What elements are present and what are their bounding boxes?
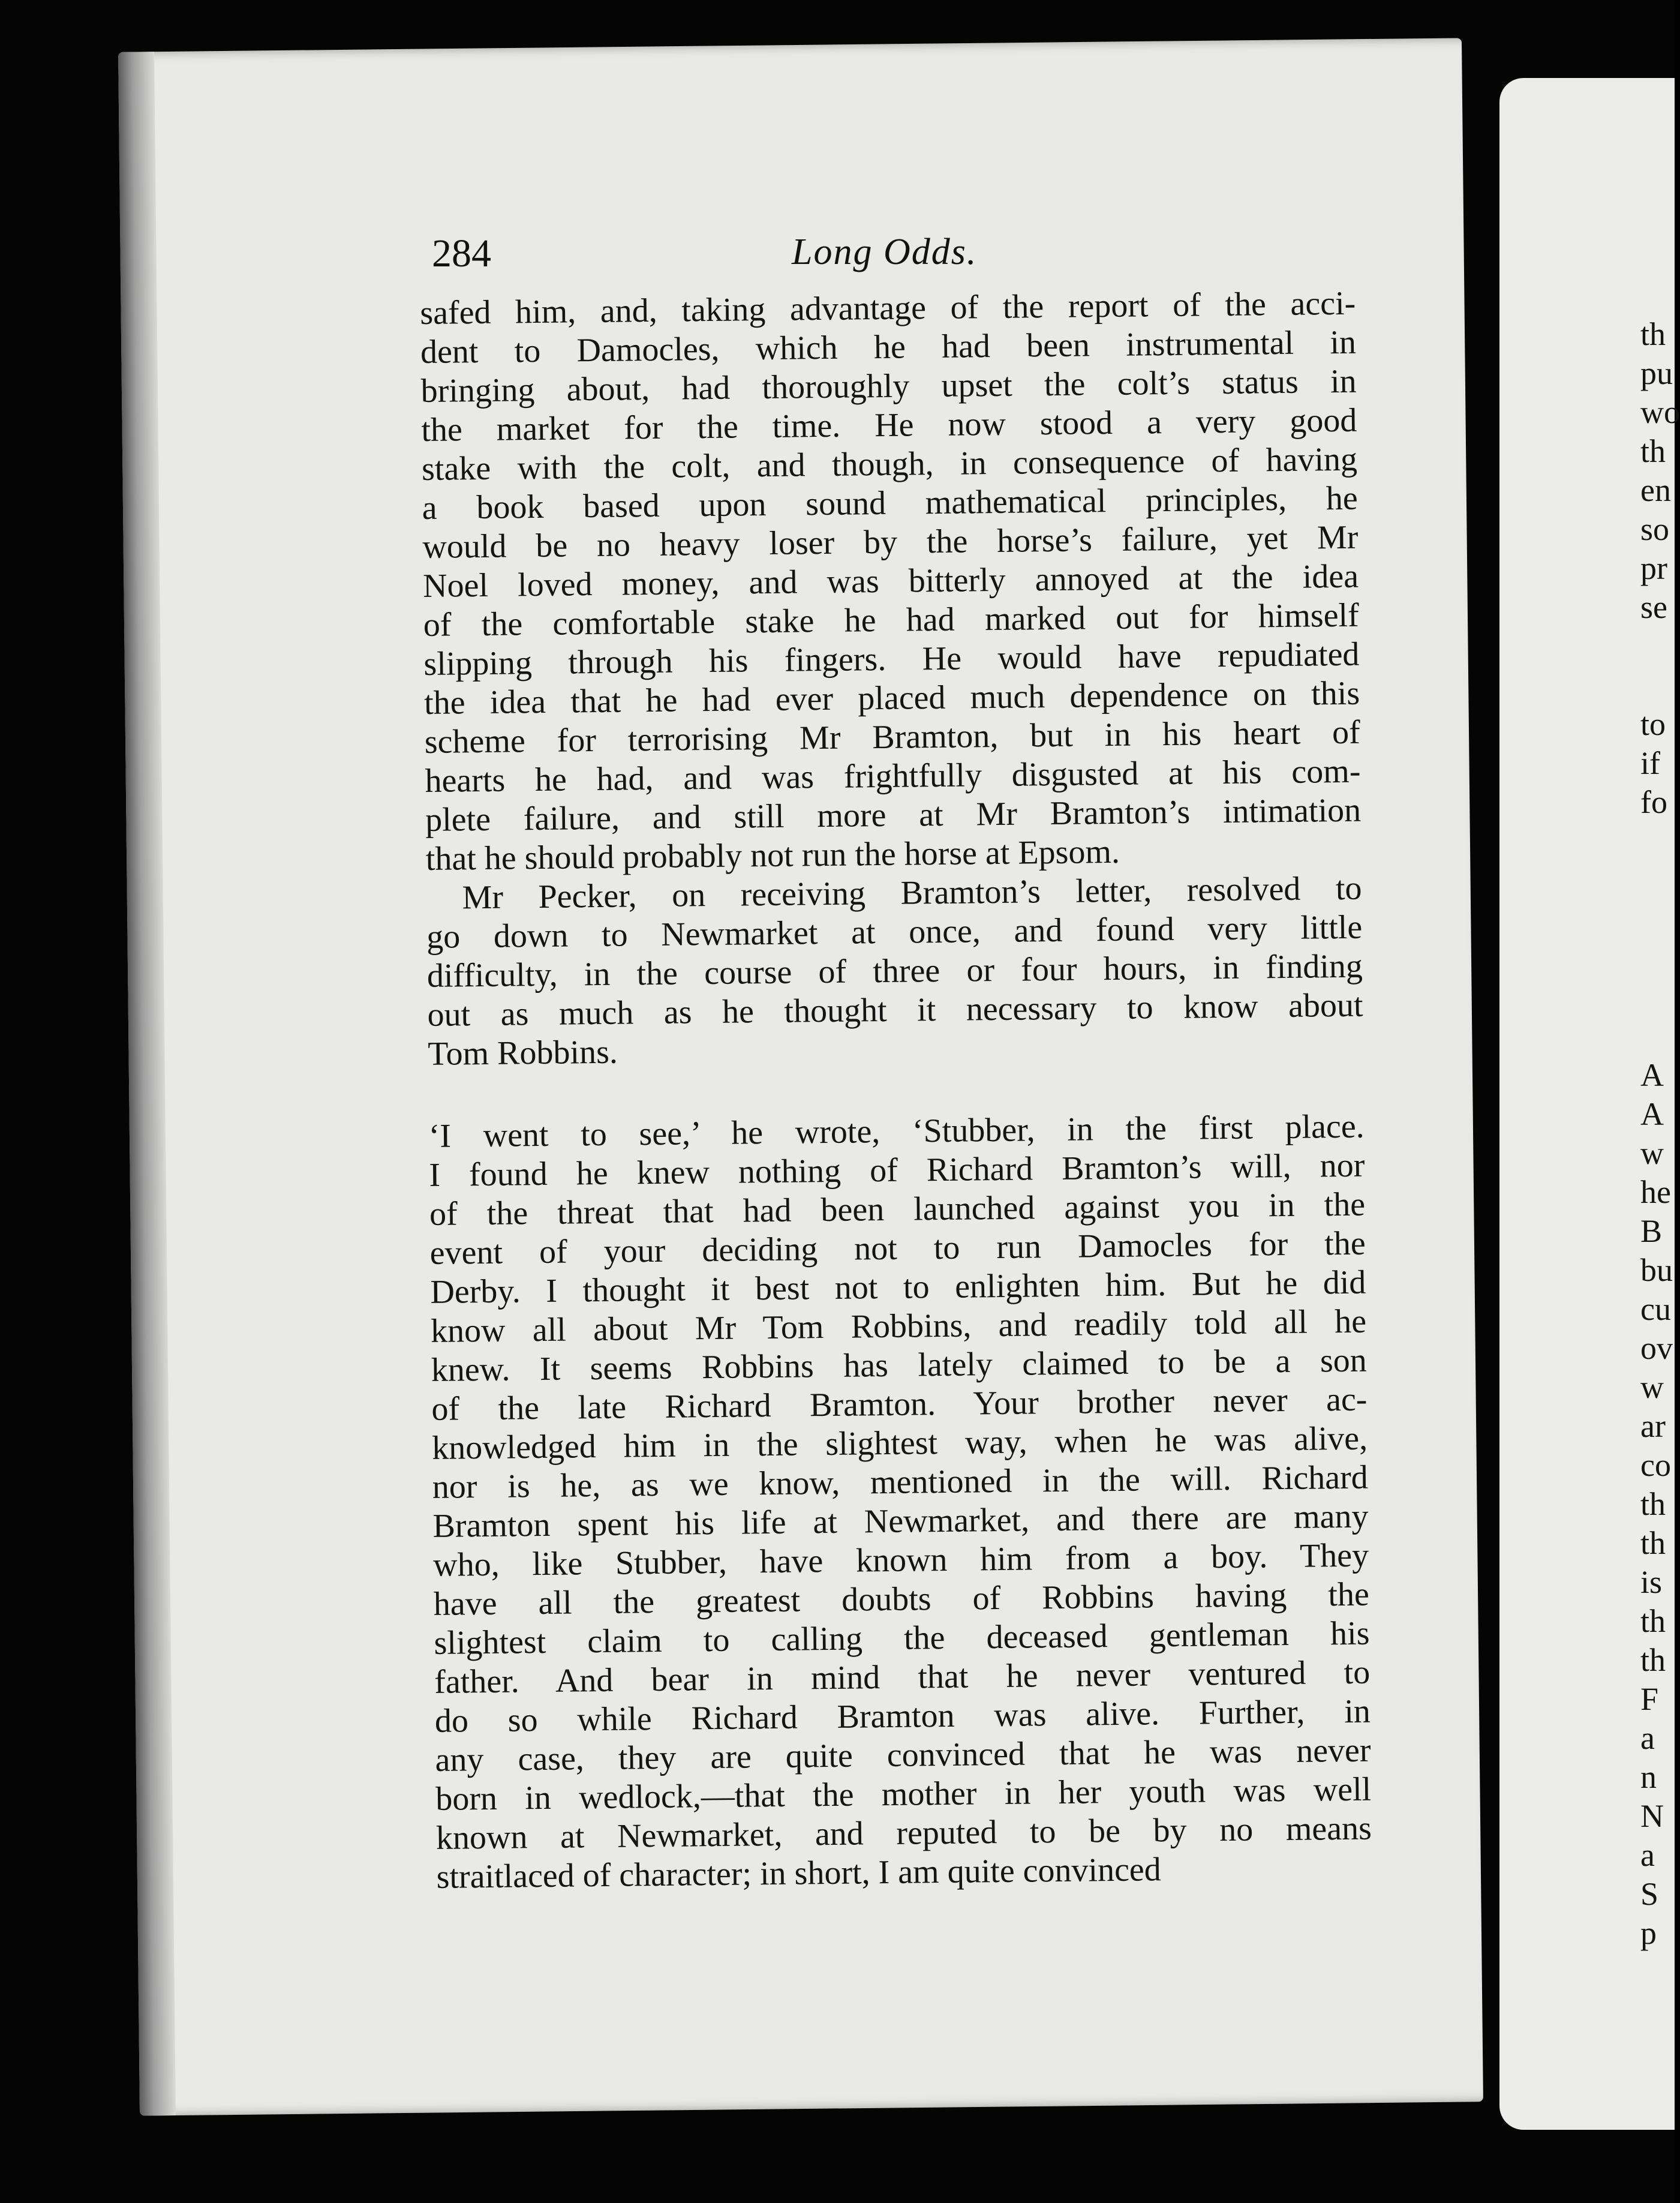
text-line: slightest claim to calling the deceased gentleman his — [434, 1614, 1370, 1662]
text-line: knowledged him in the slightest way, when he was alive, — [431, 1419, 1368, 1467]
text-line: event of your deciding not to run Damocles for the — [429, 1224, 1366, 1272]
text-line: safed him, and, taking advantage of the report of the acci- — [420, 284, 1356, 332]
right-page-fragment: w — [1640, 1369, 1664, 1405]
right-page-fragment: th — [1640, 1486, 1666, 1522]
right-page-fragment: a — [1640, 1720, 1655, 1756]
text-line: plete failure, and still more at Mr Bramton’s intimation — [425, 791, 1362, 839]
right-page-fragment — [1640, 822, 1675, 861]
text-line: nor is he, as we know, mentioned in the will. Richard — [432, 1458, 1369, 1506]
text-line: Tom Robbins. — [427, 1033, 618, 1073]
right-page-fragment — [1640, 978, 1675, 1017]
text-line: father. And bear in mind that he never ventured to — [434, 1653, 1371, 1701]
right-page-fragment: he — [1640, 1174, 1671, 1210]
right-page-fragment: th — [1640, 1642, 1666, 1678]
right-page-fragment: fo — [1640, 784, 1667, 820]
right-page-fragment: se — [1640, 589, 1667, 625]
right-page-fragment: wo — [1640, 394, 1680, 430]
right-page-fragment: pr — [1640, 550, 1667, 586]
text-line: any case, they are quite convinced that he was never — [435, 1731, 1371, 1779]
right-page-fragment: w — [1640, 1135, 1664, 1171]
text-line: I found he knew nothing of Richard Bramton’s will, nor — [429, 1146, 1365, 1194]
right-page-fragment — [1640, 1017, 1675, 1056]
right-page-fragment — [1640, 900, 1675, 939]
right-page-fragment: N — [1640, 1798, 1664, 1834]
text-line: the idea that he had ever placed much dependence on this — [423, 674, 1360, 722]
right-page-fragment: F — [1640, 1681, 1659, 1717]
running-title: Long Odds. — [792, 232, 978, 272]
text-line: out as much as he thought it necessary to know about — [427, 986, 1363, 1034]
right-page-fragment — [1640, 861, 1675, 900]
right-page-fragment: so — [1640, 511, 1670, 547]
right-page-fragment: bu — [1640, 1252, 1673, 1288]
text-line: dent to Damocles, which he had been instrumental in — [420, 323, 1357, 371]
right-page-fragment: A — [1640, 1096, 1664, 1132]
right-page-fragment: th — [1640, 1603, 1666, 1639]
text-line: of the threat that had been launched against you in the — [429, 1185, 1366, 1233]
right-page-fragment: n — [1640, 1759, 1657, 1795]
text-line: Bramton spent his life at Newmarket, and there are many — [432, 1497, 1369, 1545]
right-page-fragment: is — [1640, 1564, 1663, 1600]
text-line: hearts he had, and was frightfully disgusted at his com- — [425, 752, 1361, 800]
text-line: slipping through his fingers. He would have repudiated — [423, 635, 1360, 683]
text-line: have all the greatest doubts of Robbins having the — [433, 1575, 1370, 1623]
text-line: who, like Stubber, have known him from a boy. They — [432, 1536, 1369, 1584]
text-line: straitlaced of character; in short, I am quite convinced — [436, 1851, 1162, 1896]
right-page-fragment: p — [1640, 1915, 1657, 1951]
right-page-fragment: to — [1640, 706, 1666, 742]
right-page-fragment: th — [1640, 316, 1666, 352]
right-page-fragment: B — [1640, 1213, 1663, 1249]
right-page-fragment: A — [1640, 1057, 1664, 1093]
text-line: Noel loved money, and was bitterly annoyed at the idea — [422, 557, 1359, 605]
right-page-fragment: co — [1640, 1447, 1671, 1483]
right-page-fragment — [1640, 627, 1675, 666]
text-line: difficulty, in the course of three or four hours, in finding — [426, 947, 1363, 995]
page-number: 284 — [432, 232, 491, 275]
right-page-fragment: a — [1640, 1837, 1655, 1873]
text-line: known at Newmarket, and reputed to be by no means — [435, 1809, 1372, 1857]
text-line: go down to Newmarket at once, and found very little — [426, 908, 1363, 956]
text-line: a book based upon sound mathematical principles, he — [422, 479, 1358, 527]
text-line: of the comfortable stake he had marked out for himself — [423, 596, 1360, 644]
text-line: bringing about, had thoroughly upset the colt’s status in — [420, 362, 1357, 410]
text-line: stake with the colt, and though, in consequence of having — [421, 440, 1358, 488]
right-page-fragment: S — [1640, 1876, 1659, 1912]
right-page-fragment: en — [1640, 472, 1671, 508]
text-line: of the late Richard Bramton. Your brother never ac- — [431, 1380, 1368, 1428]
right-page-fragment: ar — [1640, 1408, 1666, 1444]
right-page-text-fragments — [1640, 315, 1680, 1953]
text-line: do so while Richard Bramton was alive. Further, in — [434, 1692, 1371, 1740]
right-page-fragment — [1640, 666, 1675, 705]
right-page-fragment — [1640, 939, 1675, 978]
text-line: would be no heavy loser by the horse’s failure, yet Mr — [422, 518, 1359, 566]
right-page-fragment: th — [1640, 1525, 1666, 1561]
text-line: ‘I went to see,’ he wrote, ‘Stubber, in the first place. — [428, 1107, 1365, 1155]
text-line: that he should probably not run the horse at Epsom. — [425, 833, 1120, 878]
right-page-fragment: ov — [1640, 1330, 1673, 1366]
right-page-fragment: if — [1640, 745, 1660, 781]
text-line: scheme for terrorising Mr Bramton, but in his heart of — [424, 713, 1361, 761]
text-line: born in wedlock,—that the mother in her youth was well — [435, 1770, 1372, 1818]
body-text — [420, 284, 1372, 1897]
right-page-fragment: pu — [1640, 355, 1673, 391]
text-line: know all about Mr Tom Robbins, and readily told all he — [430, 1302, 1367, 1350]
text-line: the market for the time. He now stood a very good — [421, 401, 1357, 449]
right-page-fragment: cu — [1640, 1291, 1671, 1327]
right-page-fragment: th — [1640, 433, 1666, 469]
text-line: Mr Pecker, on receiving Bramton’s letter, resolved to — [462, 869, 1362, 917]
text-line: Derby. I thought it best not to enlighten him. But he did — [430, 1263, 1366, 1311]
text-line: knew. It seems Robbins has lately claimed to be a son — [431, 1341, 1368, 1389]
